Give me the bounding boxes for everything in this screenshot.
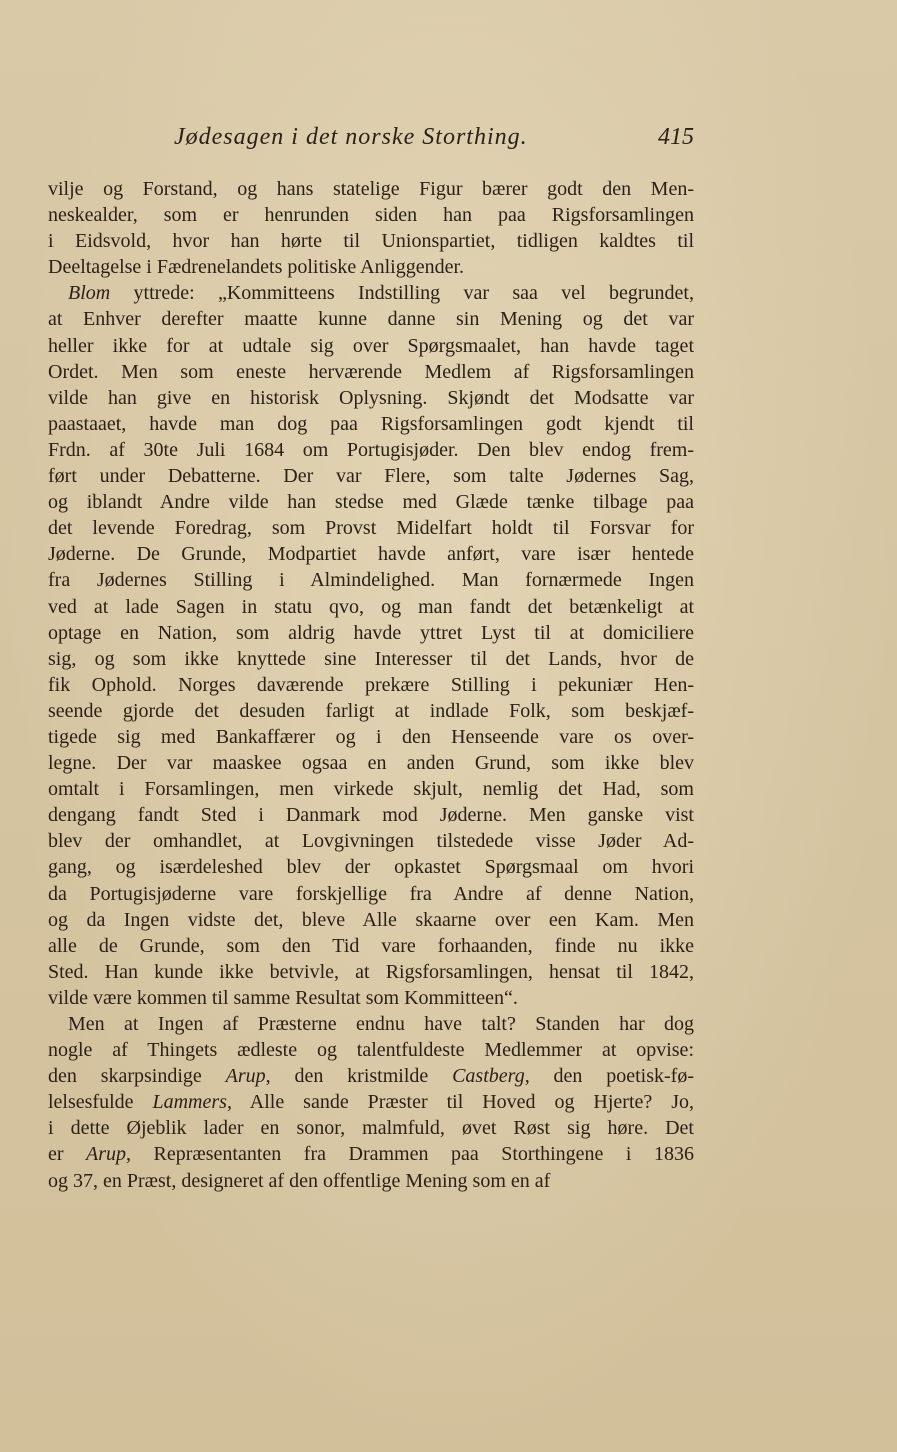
text-line: tigede sig med Bankaffærer og i den Henseende vare os over- bbox=[48, 725, 694, 748]
text-line: lelsesfulde Lammers, Alle sande Præster til Hoved og Hjerte? Jo, bbox=[48, 1091, 694, 1114]
text-line: omtalt i Forsamlingen, men virkede skjult, nemlig det Had, som bbox=[48, 778, 694, 801]
text-line: at Enhver derefter maatte kunne danne sin Mening og det var bbox=[48, 308, 694, 331]
text-line: legne. Der var maaskee ogsaa en anden Grund, som ikke blev bbox=[48, 752, 694, 775]
text-line: dengang fandt Sted i Danmark mod Jøderne. Men ganske vist bbox=[48, 804, 694, 827]
text-line: i dette Øjeblik lader en sonor, malmfuld, øvet Røst sig høre. Det bbox=[48, 1117, 694, 1140]
text-line: Frdn. af 30te Juli 1684 om Portugisjøder. Den blev endog frem- bbox=[48, 438, 694, 461]
text-line: det levende Foredrag, som Provst Midelfart holdt til Forsvar for bbox=[48, 517, 694, 540]
text-line: vilde være kommen til samme Resultat som Kommitteen“. bbox=[48, 986, 518, 1009]
text-line: og da Ingen vidste det, bleve Alle skaarne over een Kam. Men bbox=[48, 908, 694, 931]
text-line: seende gjorde det desuden farligt at indlade Folk, som beskjæf- bbox=[48, 699, 694, 722]
text-line: Jøderne. De Grunde, Modpartiet havde anført, vare især hentede bbox=[48, 543, 694, 566]
text-line: Deeltagelse i Fædrenelandets politiske Anliggender. bbox=[48, 256, 465, 279]
speaker-name: Blom bbox=[68, 282, 111, 305]
body-text bbox=[48, 176, 694, 1194]
text-line: Blom yttrede: „Kommitteens Indstilling var saa vel begrundet, bbox=[68, 282, 694, 305]
paragraph bbox=[48, 176, 694, 280]
text-line: ved at lade Sagen in statu qvo, og man fandt det betænkeligt at bbox=[48, 595, 694, 618]
italic-name: Arup bbox=[86, 1143, 127, 1166]
running-head bbox=[48, 124, 694, 156]
running-title: Jødesagen i det norske Storthing. bbox=[174, 124, 528, 150]
text-line: da Portugisjøderne vare forskjellige fra Andre af denne Nation, bbox=[48, 882, 694, 905]
paragraph bbox=[48, 1011, 694, 1194]
text-line: Men at Ingen af Præsterne endnu have talt? Standen har dog bbox=[68, 1013, 694, 1035]
text-line: Ordet. Men som eneste herværende Medlem af Rigsforsamlingen bbox=[48, 360, 694, 383]
text-line: nogle af Thingets ædleste og talentfuldeste Medlemmer at opvise: bbox=[48, 1039, 694, 1062]
text-line: den skarpsindige Arup, den kristmilde Castberg, den poetisk-fø- bbox=[48, 1065, 694, 1088]
italic-name: Lammers bbox=[152, 1091, 227, 1114]
text-line: i Eidsvold, hvor han hørte til Unionspartiet, tidligen kaldtes til bbox=[48, 230, 694, 253]
text-line: vilje og Forstand, og hans statelige Figur bærer godt den Men- bbox=[48, 178, 694, 200]
italic-name: Castberg bbox=[452, 1065, 525, 1088]
text-line: fik Ophold. Norges daværende prekære Stilling i pekuniær Hen- bbox=[48, 673, 694, 696]
text-line: optage en Nation, som aldrig havde yttret Lyst til at domiciliere bbox=[48, 621, 694, 644]
text-line: paastaaet, havde man dog paa Rigsforsamlingen godt kjendt til bbox=[48, 412, 694, 435]
text-line: og iblandt Andre vilde han stedse med Glæde tænke tilbage paa bbox=[48, 491, 694, 514]
text-line: er Arup, Repræsentanten fra Drammen paa Storthingene i 1836 bbox=[48, 1143, 694, 1166]
text-line: neskealder, som er henrunden siden han paa Rigsforsamlingen bbox=[48, 204, 694, 227]
text-line: alle de Grunde, som den Tid vare forhaanden, finde nu ikke bbox=[48, 934, 694, 957]
text-line: ført under Debatterne. Der var Flere, som talte Jødernes Sag, bbox=[48, 465, 694, 488]
paragraph bbox=[48, 280, 694, 1011]
text-line: og 37, en Præst, designeret af den offentlige Mening som en af bbox=[48, 1169, 551, 1192]
text-line: heller ikke for at udtale sig over Spørgsmaalet, han havde taget bbox=[48, 334, 694, 357]
text-line: vilde han give en historisk Oplysning. Skjøndt det Modsatte var bbox=[48, 386, 694, 409]
text-line: sig, og som ikke knyttede sine Interesser til det Lands, hvor de bbox=[48, 647, 694, 670]
page-number: 415 bbox=[658, 124, 694, 150]
italic-name: Arup bbox=[225, 1065, 266, 1088]
text-line: Sted. Han kunde ikke betvivle, at Rigsforsamlingen, hensat til 1842, bbox=[48, 960, 694, 983]
text-line: blev der omhandlet, at Lovgivningen tilstedede visse Jøder Ad- bbox=[48, 830, 694, 853]
text-line: gang, og isærdeleshed blev der opkastet Spørgsmaal om hvori bbox=[48, 856, 694, 879]
text-line: fra Jødernes Stilling i Almindelighed. Man fornærmede Ingen bbox=[48, 569, 694, 592]
